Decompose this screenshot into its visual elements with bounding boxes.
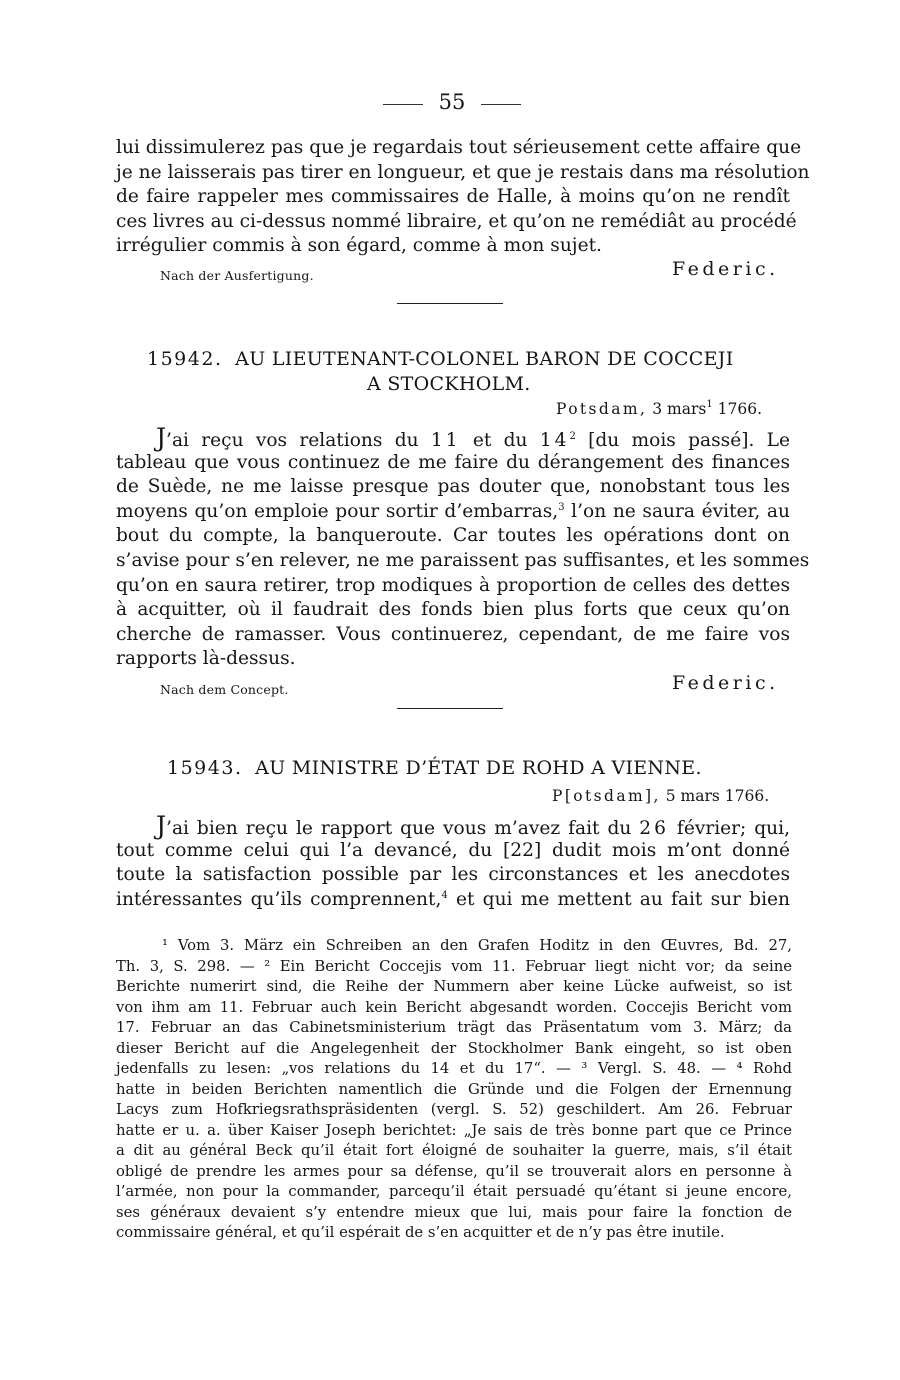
footnote-line: hatte er u. a. über Kaiser Joseph berichtet: „Je sais de très bonne part que ce Prince [116, 1121, 792, 1139]
page-number: 55 [438, 90, 466, 114]
header-dash-left [383, 104, 423, 105]
text-span: l’on ne saura éviter, au [564, 500, 790, 522]
footnote-line: a dit au général Beck qu’il était fort éloigné de souhaiter la guerre, mais, s’il était [116, 1142, 792, 1159]
date-day: 3 mars [652, 400, 707, 418]
date-place: P[otsdam], [552, 787, 661, 805]
text-span: 26 [639, 818, 669, 839]
text-line: cherche de ramasser. Vous continuerez, cependant, de me faire vos [116, 623, 790, 645]
text-line: ces livres au ci-dessus nommé libraire, et qu’on ne remédiât au procédé [116, 210, 797, 232]
letter-body [116, 423, 810, 672]
signature: Federic. [672, 258, 779, 280]
date-place: Potsdam, [556, 400, 648, 418]
text-line: lui dissimulerez pas que je regardais tout sérieusement cette affaire que [116, 137, 802, 158]
text-span: 14 [539, 430, 570, 451]
text-line: rapports là-dessus. [116, 648, 296, 670]
signature: Federic. [672, 672, 779, 694]
text-span: et du [460, 430, 540, 451]
text-span: moyens qu’on emploie pour sortir d’embarras, [116, 500, 559, 522]
text-span: février; qui, [668, 818, 791, 839]
footnote-line: Lacys zum Hofkriegsrathspräsidenten (vergl. S. 52) geschildert. Am 26. Februar [116, 1101, 792, 1118]
footnote-line: l’armée, non pour la commander, parcequ’il était persuadé qu’étant si jeune encore, [116, 1183, 792, 1200]
text-span: intéressantes qu’ils comprennent, [116, 888, 442, 910]
footnote-line: Th. 3, S. 298. — ² Ein Bericht Coccejis vom 11. Februar liegt nicht vor; da seine [116, 957, 792, 975]
footnote-ref: 2 [569, 431, 576, 442]
footnote-line: von ihm am 11. Februar auch kein Bericht abgesandt worden. Coccejis Bericht vom [116, 998, 792, 1016]
source-note: Nach der Ausfertigung. [160, 268, 314, 283]
footnote-ref: 3 [558, 501, 565, 513]
letter-recipient: AU LIEUTENANT-COLONEL BARON DE COCCEJI [235, 348, 734, 370]
text-line: je ne laisserais pas tirer en longueur, et que je restais dans ma résolution [116, 161, 810, 183]
text-line: qu’on en saura retirer, trop modiques à proportion de celles des dettes [116, 574, 790, 596]
footnote-line: Berichte numerirt sind, die Reihe der Nummern aber keine Lücke aufweist, so ist [116, 978, 792, 995]
footnote-ref: 1 [706, 399, 713, 410]
text-line: s’avise pour s’en relever, ne me paraissent pas suffisantes, et les sommes [116, 549, 810, 571]
text-line: tout comme celui qui l’a devancé, du [22] dudit mois m’ont donné [116, 839, 790, 861]
letter-number: 15942. [147, 348, 223, 370]
header-dash-right [481, 104, 521, 105]
text-span: ’ai bien reçu le rapport que vous m’avez fait du [166, 818, 640, 839]
footnote-line: hatte in beiden Berichten namentlich die Gründe und die Folgen der Ernennung [116, 1080, 792, 1098]
footnote-line: ¹ Vom 3. März ein Schreiben an den Grafen Hoditz in den Œuvres, Bd. 27, [162, 937, 792, 954]
text-line [116, 888, 790, 913]
footnote-ref: 4 [441, 889, 448, 901]
date-year: 1766. [712, 400, 763, 418]
initial-letter: J [156, 423, 167, 452]
text-line [116, 423, 790, 452]
text-line: à acquitter, où il faudrait des fonds bien plus forts que ceux qu’on [116, 599, 790, 621]
footnote-line: jedenfalls zu lesen: „vos relations du 14 et du 17“. — ³ Vergl. S. 48. — ⁴ Rohd [116, 1060, 792, 1077]
source-note: Nach dem Concept. [160, 682, 289, 697]
letter-body [116, 811, 791, 912]
text-span: [du mois passé]. Le [575, 430, 790, 451]
text-line [116, 811, 791, 840]
letter-dateline [556, 400, 762, 418]
text-span: et qui me mettent au fait sur bien [447, 888, 791, 910]
footnote-line: ses généraux devaient s’y entendre mieux que lui, mais pour faire la fonction de [116, 1203, 792, 1221]
page-header [0, 90, 900, 120]
text-line: irrégulier commis à son égard, comme à mon sujet. [116, 235, 602, 257]
footnote-line: obligé de prendre les armes pour sa défense, qu’il se trouverait alors en personne à [116, 1162, 792, 1180]
initial-letter: J [156, 811, 167, 840]
text-line: bout du compte, la banqueroute. Car toutes les opérations dont on [116, 525, 790, 547]
section-divider [397, 303, 503, 304]
text-span: 11 [430, 430, 461, 451]
letter-recipient: AU MINISTRE D’ÉTAT DE ROHD A VIENNE. [255, 757, 702, 779]
continuation-paragraph [116, 136, 810, 259]
letter-recipient-location: A STOCKHOLM. [367, 373, 531, 395]
footnote-line: dieser Bericht auf die Angelegenheit der Stockholmer Bank eingeht, so ist oben [116, 1039, 792, 1057]
letter-number: 15943. [167, 757, 243, 779]
footnotes [116, 936, 792, 1244]
text-line: de Suède, ne me laisse presque pas douter que, nonobstant tous les [116, 476, 790, 498]
footnote-line: commissaire général, et qu’il espérait de s’en acquitter et de n’y pas être inutile. [116, 1224, 725, 1241]
text-line: de faire rappeler mes commissaires de Halle, à moins qu’on ne rendît [116, 186, 790, 208]
text-line: tableau que vous continuez de me faire du dérangement des finances [116, 451, 790, 473]
text-span: ’ai reçu vos relations du [166, 430, 431, 451]
footnote-line: 17. Februar an das Cabinetsministerium trägt das Präsentatum vom 3. März; da [116, 1019, 792, 1036]
section-divider [397, 708, 503, 709]
date-rest: 5 mars 1766. [665, 787, 770, 805]
text-line: toute la satisfaction possible par les circonstances et les anecdotes [116, 864, 790, 886]
text-line [116, 500, 790, 525]
letter-dateline [552, 787, 769, 805]
